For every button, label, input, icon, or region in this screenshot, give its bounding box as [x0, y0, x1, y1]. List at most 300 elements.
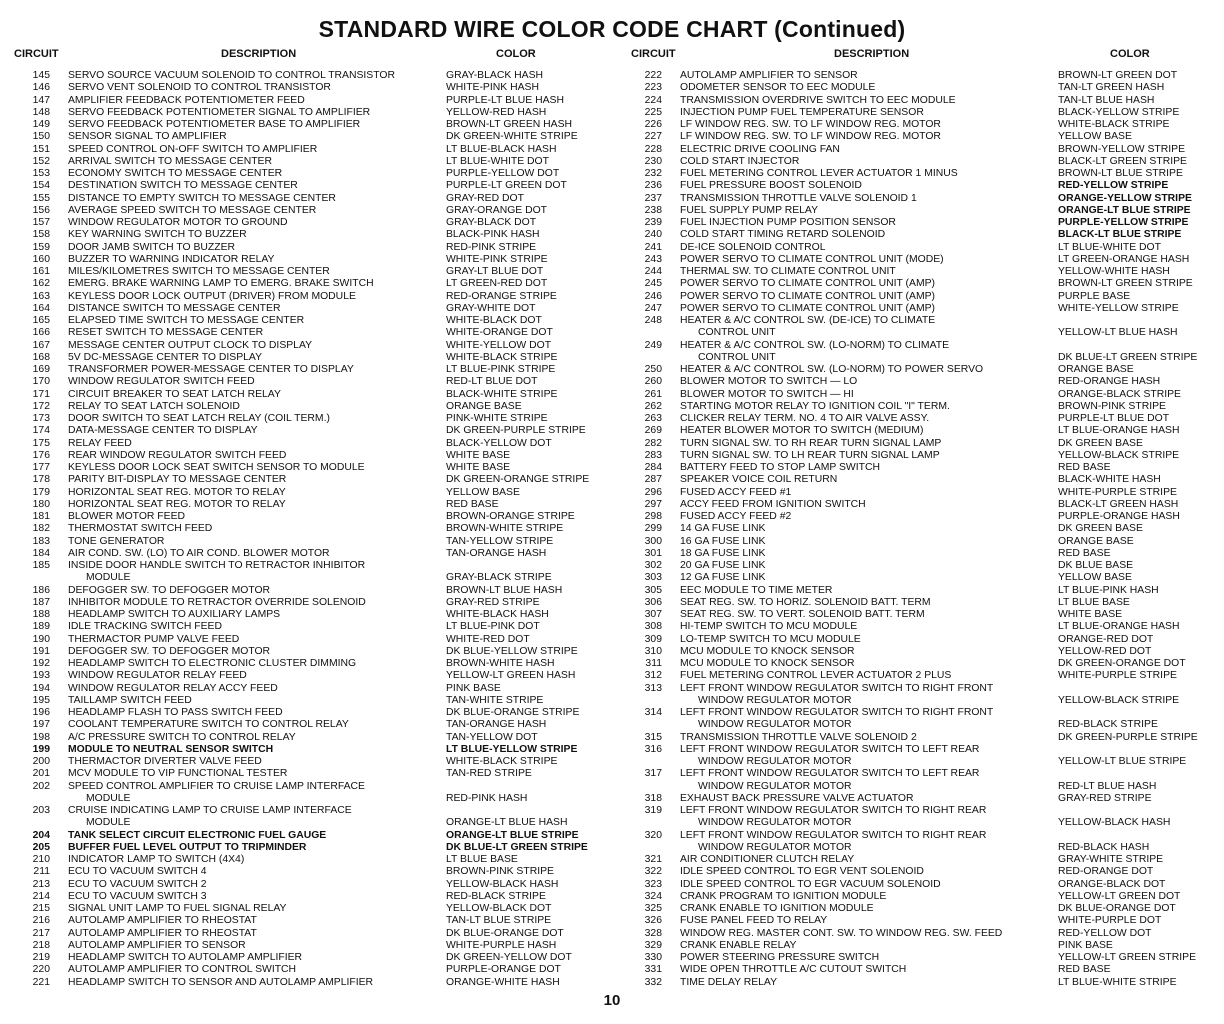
wire-color: GRAY-RED STRIPE [446, 596, 540, 608]
circuit-number: 190 [32, 633, 50, 645]
circuit-number: 314 [644, 707, 662, 718]
description-line: EEC MODULE TO TIME METER [680, 584, 833, 596]
description-line: CRANK ENABLE TO IGNITION MODULE [680, 903, 874, 914]
table-row [624, 278, 1214, 290]
description-line: SERVO VENT SOLENOID TO CONTROL TRANSISTOR [68, 82, 331, 94]
table-row [12, 585, 612, 597]
description-line: DEFOGGER SW. TO DEFOGGER MOTOR [68, 584, 271, 596]
wire-color: ORANGE-BLACK STRIPE [1058, 388, 1181, 400]
circuit-number: 180 [32, 498, 50, 510]
description-line: MCU MODULE TO KNOCK SENSOR [680, 658, 855, 669]
wire-color: DK GREEN-ORANGE DOT [1058, 658, 1186, 669]
circuit-number: 225 [644, 106, 662, 118]
circuit-number: 301 [644, 547, 662, 559]
table-row [624, 119, 1214, 131]
table-row [12, 597, 612, 609]
wire-color: ORANGE BASE [1058, 364, 1134, 375]
description-line: A/C PRESSURE SWITCH TO CONTROL RELAY [68, 731, 296, 743]
wire-color: WHITE BASE [1058, 609, 1123, 620]
table-row [12, 732, 612, 744]
wire-color: LT BLUE-BLACK HASH [446, 143, 557, 155]
description-line: BUZZER TO WARNING INDICATOR RELAY [68, 253, 275, 265]
wire-color: LT BLUE-PINK HASH [1058, 584, 1159, 596]
circuit-description [680, 793, 1058, 805]
circuit-number: 245 [644, 278, 662, 290]
circuit-number: 151 [32, 143, 50, 155]
description-line: FUEL METERING CONTROL LEVER ACTUATOR 1 MINUS [680, 168, 958, 179]
circuit-number: 189 [32, 621, 50, 633]
wire-color: WHITE-YELLOW STRIPE [1058, 302, 1179, 314]
circuit-number: 193 [32, 670, 50, 682]
description-line: ARRIVAL SWITCH TO MESSAGE CENTER [68, 155, 272, 167]
page-number: 10 [603, 992, 621, 1009]
description-line: SPEED CONTROL ON-OFF SWITCH TO AMPLIFIER [68, 143, 318, 155]
description-line: LF WINDOW REG. SW. TO LF WINDOW REG. MOTOR [680, 119, 941, 130]
table-row [12, 756, 612, 768]
table-row [12, 695, 612, 707]
table-row [12, 389, 612, 401]
wire-color: TAN-LT BLUE HASH [1058, 94, 1155, 106]
table-row [12, 95, 612, 107]
description-continuation: WINDOW REGULATOR MOTOR [698, 817, 852, 829]
table-row [624, 805, 1214, 830]
wire-color: ORANGE-YELLOW STRIPE [1058, 192, 1192, 204]
wire-color: DK GREEN-PURPLE STRIPE [1058, 731, 1198, 743]
circuit-description [68, 474, 446, 486]
table-row [12, 193, 612, 205]
circuit-number: 230 [644, 155, 662, 167]
wire-color: LT GREEN-RED DOT [446, 278, 548, 290]
table-row [12, 180, 612, 192]
description-line: TRANSMISSION OVERDRIVE SWITCH TO EEC MODULE [680, 94, 956, 106]
circuit-number: 240 [644, 229, 662, 241]
description-line: SPEAKER VOICE COIL RETURN [680, 474, 838, 486]
table-row [12, 854, 612, 866]
description-line: MODULE TO NEUTRAL SENSOR SWITCH [68, 743, 274, 755]
description-line: INDICATOR LAMP TO SWITCH (4X4) [68, 854, 245, 865]
circuit-description [68, 205, 446, 217]
circuit-number: 321 [644, 854, 662, 865]
wire-color: YELLOW-LT GREEN STRIPE [1058, 952, 1196, 963]
circuit-description [68, 315, 446, 327]
circuit-description [68, 744, 446, 756]
description-line: HEATER & A/C CONTROL SW. (LO-NORM) TO CLIMATE [680, 339, 950, 351]
wire-color: TAN-RED STRIPE [446, 768, 532, 780]
circuit-number: 162 [32, 278, 50, 290]
circuit-number: 186 [32, 584, 50, 596]
description-line: 20 GA FUSE LINK [680, 560, 766, 571]
circuit-description [680, 156, 1058, 168]
circuit-number: 194 [32, 682, 50, 694]
wire-color: WHITE-YELLOW DOT [446, 339, 552, 351]
description-line: SEAT REG. SW. TO VERT. SOLENOID BATT. TERM [680, 609, 925, 620]
wire-color: RED-YELLOW DOT [1058, 927, 1152, 939]
wire-color: YELLOW-LT BLUE STRIPE [1058, 756, 1187, 767]
circuit-description [68, 82, 446, 94]
circuit-number: 168 [32, 351, 50, 363]
circuit-number: 182 [32, 523, 50, 535]
table-row [624, 952, 1214, 964]
table-row [12, 315, 612, 327]
circuit-number: 184 [32, 547, 50, 559]
description-continuation: MODULE [86, 572, 131, 584]
left-header [12, 46, 612, 68]
table-row [624, 180, 1214, 192]
table-row [12, 340, 612, 352]
circuit-description [68, 768, 446, 780]
circuit-number: 155 [32, 192, 50, 204]
table-row [12, 278, 612, 290]
wire-color: BLACK-WHITE STRIPE [446, 388, 558, 400]
circuit-description [680, 879, 1058, 891]
circuit-description [68, 707, 446, 719]
wire-color: LT BLUE-ORANGE HASH [1058, 425, 1180, 437]
table-row [624, 621, 1214, 633]
wire-color: LT BLUE-WHITE DOT [446, 155, 549, 167]
circuit-number: 269 [644, 425, 662, 437]
circuit-description [68, 903, 446, 915]
circuit-description [680, 670, 1058, 682]
circuit-number: 299 [644, 523, 662, 535]
description-line: AMPLIFIER FEEDBACK POTENTIOMETER FEED [68, 94, 305, 106]
table-row [12, 903, 612, 915]
circuit-description [680, 866, 1058, 878]
wire-color: DK BLUE-ORANGE DOT [1058, 903, 1176, 914]
wire-color: LT BLUE-WHITE DOT [1058, 241, 1161, 253]
description-line: BLOWER MOTOR TO SWITCH — HI [680, 388, 854, 400]
description-line: AUTOLAMP AMPLIFIER TO SENSOR [68, 939, 246, 951]
table-row [12, 536, 612, 548]
wire-color: YELLOW BASE [446, 486, 520, 498]
circuit-number: 145 [32, 70, 50, 81]
table-row [12, 242, 612, 254]
table-row [624, 536, 1214, 548]
description-line: TIME DELAY RELAY [680, 976, 778, 988]
circuit-number: 161 [32, 266, 50, 277]
page-title: STANDARD WIRE COLOR CODE CHART (Continued) [318, 16, 906, 42]
table-row [624, 683, 1214, 708]
circuit-number: 202 [32, 780, 50, 792]
circuit-number: 149 [32, 119, 50, 130]
circuit-description [68, 303, 446, 315]
wire-color: ORANGE-WHITE HASH [446, 976, 560, 988]
wire-color: WHITE-BLACK DOT [446, 315, 542, 326]
description-line: KEY WARNING SWITCH TO BUZZER [68, 229, 247, 241]
circuit-number: 221 [32, 976, 50, 988]
wire-color: GRAY-WHITE DOT [446, 302, 536, 314]
table-row [624, 217, 1214, 229]
description-line: POWER SERVO TO CLIMATE CONTROL UNIT (MODE) [680, 253, 944, 265]
description-line: HEADLAMP SWITCH TO AUTOLAMP AMPLIFIER [68, 952, 303, 963]
table-row [624, 82, 1214, 94]
wire-color: WHITE BASE [446, 449, 511, 461]
circuit-description [680, 95, 1058, 107]
wire-color: GRAY-WHITE STRIPE [1058, 854, 1164, 865]
circuit-number: 195 [32, 694, 50, 706]
wire-color: PINK-WHITE STRIPE [446, 413, 548, 424]
wire-color: YELLOW-WHITE HASH [1058, 266, 1170, 277]
description-line: FUSED ACCY FEED #1 [680, 486, 792, 498]
circuit-description [68, 928, 446, 940]
wire-color: YELLOW BASE [1058, 572, 1132, 584]
table-row [12, 560, 612, 585]
circuit-description [680, 830, 1058, 855]
table-row [624, 144, 1214, 156]
circuit-number: 311 [645, 658, 662, 669]
circuit-description [68, 217, 446, 229]
wire-color: PURPLE-LT BLUE DOT [1058, 413, 1170, 424]
circuit-description [680, 707, 1058, 732]
wire-color: BROWN-LT GREEN HASH [446, 119, 573, 130]
circuit-description [68, 756, 446, 768]
table-row [12, 205, 612, 217]
wire-color: WHITE-RED DOT [446, 633, 530, 645]
wire-color: DK GREEN BASE [1058, 437, 1143, 449]
table-row [624, 205, 1214, 217]
circuit-number: 188 [32, 609, 50, 620]
circuit-description [68, 585, 446, 597]
table-row [624, 707, 1214, 732]
wire-color: RED-PINK STRIPE [446, 241, 537, 253]
table-row [12, 364, 612, 376]
circuit-number: 218 [32, 939, 50, 951]
table-row [12, 217, 612, 229]
table-row [12, 413, 612, 425]
description-line: TRANSMISSION THROTTLE VALVE SOLENOID 1 [680, 192, 917, 204]
circuit-number: 187 [32, 596, 50, 608]
wire-color: RED-BLACK STRIPE [446, 890, 546, 902]
table-row [12, 842, 612, 854]
description-line: STARTING MOTOR RELAY TO IGNITION COIL "I" TERM. [680, 400, 950, 412]
description-line: ECU TO VACUUM SWITCH 2 [68, 878, 207, 890]
table-row [624, 646, 1214, 658]
circuit-description [680, 487, 1058, 499]
description-line: FUEL METERING CONTROL LEVER ACTUATOR 2 PLUS [680, 670, 952, 682]
description-line: DATA-MESSAGE CENTER TO DISPLAY [68, 425, 258, 437]
circuit-number: 176 [32, 449, 50, 461]
wire-color: LT BLUE-YELLOW STRIPE [446, 743, 578, 755]
table-row [624, 438, 1214, 450]
table-row [624, 193, 1214, 205]
circuit-number: 219 [32, 952, 50, 963]
description-line: ELECTRIC DRIVE COOLING FAN [680, 143, 840, 155]
circuit-number: 244 [644, 266, 662, 277]
circuit-number: 262 [644, 400, 662, 412]
description-line: AUTOLAMP AMPLIFIER TO RHEOSTAT [68, 927, 257, 939]
circuit-number: 287 [644, 474, 662, 486]
circuit-description [680, 732, 1058, 744]
wire-color: DK GREEN-YELLOW DOT [446, 952, 572, 963]
circuit-number: 313 [644, 682, 662, 694]
description-line: TURN SIGNAL SW. TO RH REAR TURN SIGNAL LAMP [680, 437, 942, 449]
circuit-number: 317 [644, 768, 662, 780]
table-row [624, 95, 1214, 107]
description-line: THERMOSTAT SWITCH FEED [68, 523, 213, 535]
circuit-description [68, 144, 446, 156]
wire-color: ORANGE BASE [446, 400, 522, 412]
circuit-description [680, 413, 1058, 425]
circuit-description [680, 119, 1058, 131]
description-line: AUTOLAMP AMPLIFIER TO RHEOSTAT [68, 915, 257, 927]
wire-color: DK BLUE-YELLOW STRIPE [446, 645, 578, 657]
description-line: FUSED ACCY FEED #2 [680, 511, 792, 522]
wire-color: BROWN-LT GREEN DOT [1058, 70, 1178, 81]
wire-color: BLACK-LT BLUE STRIPE [1058, 229, 1182, 241]
description-line: RESET SWITCH TO MESSAGE CENTER [68, 327, 264, 339]
description-line: WINDOW REGULATOR RELAY ACCY FEED [68, 682, 278, 694]
wire-color: WHITE-PURPLE DOT [1058, 915, 1162, 927]
circuit-number: 239 [644, 217, 662, 228]
circuit-description [680, 193, 1058, 205]
table-row [624, 450, 1214, 462]
table-row [624, 389, 1214, 401]
circuit-description [680, 168, 1058, 180]
description-continuation: CONTROL UNIT [698, 327, 776, 339]
circuit-number: 284 [644, 462, 662, 473]
circuit-number: 316 [644, 743, 662, 755]
table-row [624, 511, 1214, 523]
wire-color: BLACK-PINK HASH [446, 229, 540, 241]
circuit-description [68, 536, 446, 548]
description-line: TAILLAMP SWITCH FEED [68, 694, 192, 706]
description-line: POWER SERVO TO CLIMATE CONTROL UNIT (AMP) [680, 302, 935, 314]
table-row [624, 107, 1214, 119]
wire-color: GRAY-RED DOT [446, 192, 524, 204]
circuit-number: 232 [644, 168, 662, 179]
description-line: HEADLAMP SWITCH TO ELECTRONIC CLUSTER DIMMING [68, 658, 357, 669]
table-row [12, 621, 612, 633]
table-row [12, 891, 612, 903]
wire-color: LT BLUE-ORANGE HASH [1058, 621, 1180, 633]
description-line: SPEED CONTROL AMPLIFIER TO CRUISE LAMP INTERFACE [68, 780, 365, 792]
circuit-description [68, 180, 446, 192]
wire-color: DK BLUE-ORANGE STRIPE [446, 707, 580, 718]
description-line: EXHAUST BACK PRESSURE VALVE ACTUATOR [680, 792, 914, 804]
wire-color: RED BASE [1058, 462, 1111, 473]
wire-color: BROWN-PINK STRIPE [446, 866, 554, 878]
circuit-description [680, 389, 1058, 401]
circuit-number: 210 [32, 854, 50, 865]
circuit-number: 216 [32, 915, 50, 927]
table-row [624, 597, 1214, 609]
left-column [12, 46, 612, 989]
circuit-description [68, 719, 446, 731]
wire-color: YELLOW-BLACK HASH [1058, 817, 1171, 829]
circuit-number: 165 [32, 315, 50, 326]
wire-color: TAN-WHITE STRIPE [446, 694, 544, 706]
circuit-number: 213 [32, 878, 50, 890]
table-row [12, 401, 612, 413]
circuit-description [680, 180, 1058, 192]
circuit-number: 150 [32, 131, 50, 143]
circuit-number: 243 [644, 253, 662, 265]
description-line: BLOWER MOTOR TO SWITCH — LO [680, 376, 858, 388]
circuit-description [680, 609, 1058, 621]
table-row [624, 303, 1214, 315]
table-row [624, 964, 1214, 976]
wire-color: YELLOW-BLACK STRIPE [1058, 694, 1180, 706]
header-circuit: CIRCUIT [14, 48, 59, 60]
description-line: SENSOR SIGNAL TO AMPLIFIER [68, 131, 227, 143]
description-line: COLD START TIMING RETARD SOLENOID [680, 229, 886, 241]
circuit-description [68, 830, 446, 842]
wire-color: BROWN-WHITE HASH [446, 658, 555, 669]
circuit-number: 179 [32, 486, 50, 498]
circuit-number: 203 [32, 805, 50, 816]
circuit-number: 205 [32, 841, 50, 853]
circuit-number: 238 [644, 204, 662, 216]
wire-color: LT BLUE-WHITE STRIPE [1058, 976, 1177, 988]
circuit-description [680, 634, 1058, 646]
circuit-description [680, 548, 1058, 560]
description-line: CLICKER RELAY TERM. NO. 4 TO AIR VALVE ASSY. [680, 413, 930, 424]
description-line: SERVO FEEDBACK POTENTIOMETER SIGNAL TO AMPLIFIER [68, 106, 371, 118]
circuit-description [680, 229, 1058, 241]
wire-color: LT GREEN-ORANGE HASH [1058, 253, 1190, 265]
description-line: WINDOW REGULATOR MOTOR TO GROUND [68, 217, 288, 228]
description-line: TURN SIGNAL SW. TO LH REAR TURN SIGNAL LAMP [680, 449, 940, 461]
wire-color: DK GREEN-PURPLE STRIPE [446, 425, 586, 437]
wire-color: YELLOW BASE [1058, 131, 1132, 143]
circuit-number: 164 [32, 302, 50, 314]
wire-color: WHITE-BLACK STRIPE [446, 756, 558, 767]
wire-color: BLACK-WHITE HASH [1058, 474, 1161, 486]
wire-color: LT BLUE BASE [1058, 596, 1130, 608]
circuit-number: 175 [32, 437, 50, 449]
wire-color: YELLOW-BLACK HASH [446, 878, 559, 890]
wire-color: RED-BLACK HASH [1058, 841, 1150, 853]
wire-color: WHITE-PURPLE STRIPE [1058, 670, 1177, 682]
circuit-number: 178 [32, 474, 50, 486]
circuit-description [68, 670, 446, 682]
description-line: SIGNAL UNIT LAMP TO FUEL SIGNAL RELAY [68, 903, 287, 914]
circuit-number: 308 [644, 621, 662, 633]
circuit-number: 191 [32, 645, 50, 657]
circuit-number: 183 [32, 535, 50, 547]
description-continuation: MODULE [86, 792, 131, 804]
circuit-description [68, 438, 446, 450]
description-line: REAR WINDOW REGULATOR SWITCH FEED [68, 449, 287, 461]
circuit-description [680, 585, 1058, 597]
circuit-number: 326 [644, 915, 662, 927]
description-line: WINDOW REG. MASTER CONT. SW. TO WINDOW REG. SW. FEED [680, 927, 1003, 939]
header-description: DESCRIPTION [834, 48, 910, 60]
description-line: DOOR SWITCH TO SEAT LATCH RELAY (COIL TERM.) [68, 413, 330, 424]
circuit-number: 192 [32, 658, 50, 669]
circuit-description [68, 425, 446, 437]
wire-color: GRAY-ORANGE DOT [446, 204, 548, 216]
description-line: AUTOLAMP AMPLIFIER TO SENSOR [680, 70, 858, 81]
wire-color: LT BLUE-PINK DOT [446, 621, 540, 633]
circuit-description [680, 915, 1058, 927]
table-row [624, 830, 1214, 855]
table-row [624, 977, 1214, 989]
circuit-number: 157 [32, 217, 50, 228]
circuit-number: 163 [32, 290, 50, 302]
circuit-description [68, 352, 446, 364]
description-line: BLOWER MOTOR FEED [68, 511, 186, 522]
circuit-number: 228 [644, 143, 662, 155]
circuit-description [68, 560, 446, 585]
wire-color: BLACK-LT GREEN STRIPE [1058, 155, 1187, 167]
table-row [12, 266, 612, 278]
circuit-description [680, 658, 1058, 670]
wire-color: GRAY-BLACK HASH [446, 70, 544, 81]
wire-color: DK BLUE BASE [1058, 560, 1134, 571]
circuit-description [680, 683, 1058, 708]
description-line: HI-TEMP SWITCH TO MCU MODULE [680, 621, 858, 633]
circuit-number: 307 [644, 609, 662, 620]
